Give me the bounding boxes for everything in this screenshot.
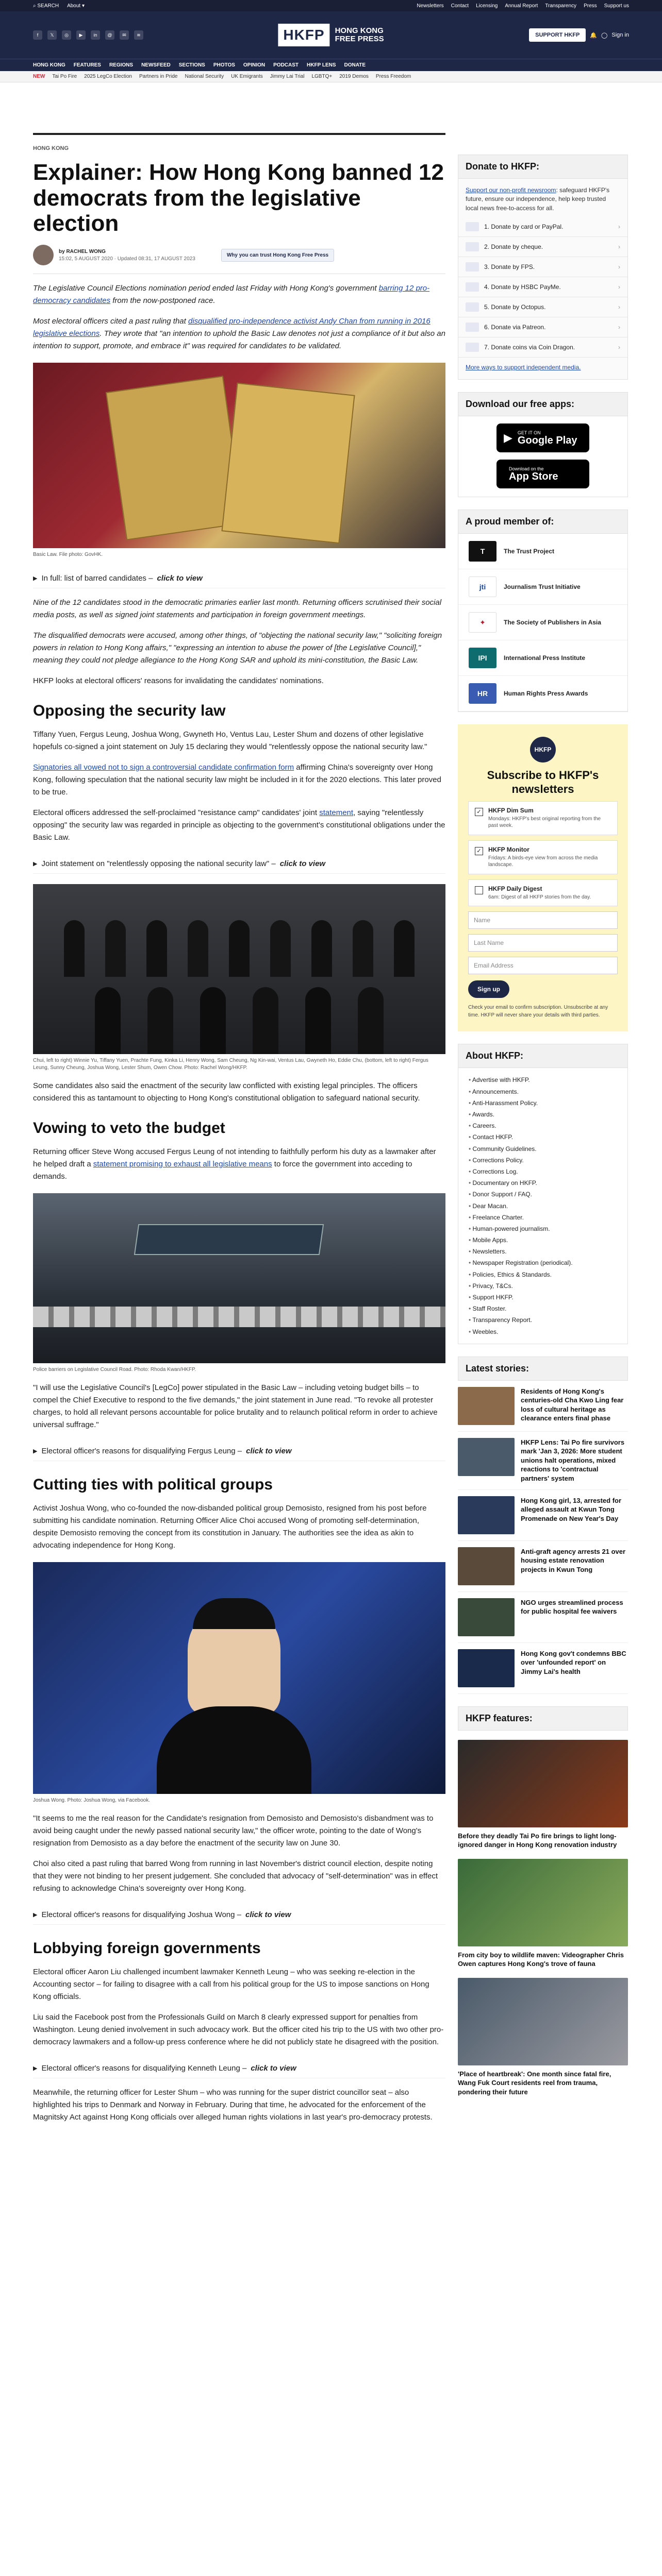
about-link[interactable]: • Dear Macan. [469, 1200, 617, 1212]
chevron-right-icon: › [618, 223, 620, 231]
paragraph: Activist Joshua Wong, who co-founded the now-disbanded political group Demosisto, resigned from his post before submitting his candidate nomination. Returning Officer Alice Choi accused Wong of promoting self-determination, despite Demosisto removing the concept from its constitution in January. The authorities see the idea as akin to advocating independence for Hong Kong. [33, 1504, 427, 1550]
option-desc: Fridays: A birds-eye view from across the media landscape. [488, 855, 598, 868]
trending-link[interactable]: LGBTQ+ [311, 74, 333, 79]
cheque-icon [466, 242, 479, 251]
top-utility-bar [0, 0, 662, 11]
photo-caption: Basic Law. File photo: GovHK. [33, 552, 103, 558]
logo-sub [335, 27, 384, 44]
trending-link[interactable]: National Security [185, 74, 224, 79]
paragraph [33, 761, 445, 799]
latest-box [458, 1357, 628, 1694]
newsletter-option-digest[interactable] [468, 879, 618, 907]
sign-in-link[interactable] [590, 32, 629, 39]
intro-paragraph [33, 282, 445, 307]
logo-sub-line-1: HONG KONG [335, 26, 384, 35]
text: : safeguard HKFP's future, ensure our independence, help keep trusted local news free-to-access for all. [466, 187, 610, 212]
option-desc: 6am: Digest of all HKFP stories from the day. [488, 894, 591, 900]
x-icon[interactable]: 𝕏 [47, 30, 57, 40]
about-link[interactable]: • Mobile Apps. [469, 1234, 617, 1246]
about-title: About HKFP: [458, 1044, 627, 1068]
topbar-link-annual-report[interactable]: Annual Report [505, 3, 538, 9]
nav-item-lens[interactable]: HKFP LENS [307, 62, 336, 68]
member-name: The Trust Project [504, 548, 555, 555]
paragraph: HKFP looks at electoral officers' reasons for invalidating the candidates' nominations. [33, 676, 324, 686]
patreon-icon [466, 323, 479, 332]
nav-item-photos[interactable]: PHOTOS [213, 62, 235, 68]
trust-link[interactable]: Why you can trust Hong Kong Free Press [221, 249, 334, 262]
expander-label: Electoral officer's reasons for disqualifying Kenneth Leung – [41, 2064, 247, 2073]
barred-candidates-link[interactable]: barring 12 pro-democracy candidates [33, 284, 430, 306]
feature-image [458, 1859, 628, 1946]
about-link[interactable]: • Announcements. [469, 1086, 617, 1097]
trending-link[interactable]: UK Emigrants [231, 74, 263, 79]
paragraph [33, 1146, 445, 1183]
expander-label: In full: list of barred candidates – [41, 574, 153, 583]
latest-title: Latest stories: [458, 1357, 628, 1381]
candidates-group-photo [33, 884, 445, 1054]
chevron-right-icon: › [618, 283, 620, 291]
features-box [458, 1706, 628, 2097]
expander-label: Joint statement on "relentlessly opposing the national security law" – [41, 859, 276, 869]
nav-item-regions[interactable]: REGIONS [109, 62, 134, 68]
topbar-link-support[interactable]: Support us [604, 3, 629, 9]
nav-item-podcast[interactable]: PODCAST [273, 62, 299, 68]
about-link[interactable]: • Transparency Report. [469, 1314, 617, 1326]
trending-link[interactable]: 2019 Demos [339, 74, 369, 79]
latest-story[interactable] [458, 1381, 628, 1432]
checkbox[interactable] [475, 886, 483, 894]
support-newsroom-link[interactable]: Support our non-profit newsroom [466, 187, 556, 194]
about-link[interactable]: • Donor Support / FAQ. [469, 1189, 617, 1200]
donate-label: 2. Donate by cheque. [484, 243, 543, 251]
story-title: Hong Kong gov't condemns BBC over 'unfounded report' on Jimmy Lai's health [521, 1649, 626, 1675]
latest-story[interactable] [458, 1541, 628, 1592]
chevron-right-icon: › [618, 303, 620, 311]
photo-caption: Chui, left to right) Winnie Yu, Tiffany Yuen, Prachte Fung, Kinka Li, Henry Wong, Sam Cheung, Ng Kin-wai, Ventus Lau, Gwyneth Ho, Eddie Chu, (bottom, left to right) Fergus Leung, Sunny Cheung, Joshua Wong, Lester Shum, Owen Chow. Photo: Rachel Wong/HKFP. [33, 1058, 428, 1071]
topbar-link-contact[interactable]: Contact [451, 3, 469, 9]
text: Most electoral officers cited a past ruling that [33, 317, 188, 326]
donate-box [458, 155, 628, 380]
triangle-right-icon: ▶ [33, 861, 38, 868]
click-to-view: click to view [157, 574, 203, 583]
trust-project-logo: T [469, 541, 496, 562]
paragraph [33, 807, 445, 844]
latest-story[interactable] [458, 1592, 628, 1643]
triangle-right-icon: ▶ [33, 1912, 38, 1919]
about-link[interactable]: • Contact HKFP. [469, 1131, 617, 1143]
story-thumbnail [458, 1496, 515, 1534]
about-link[interactable]: • Privacy, T&Cs. [469, 1280, 617, 1292]
story-title: Residents of Hong Kong's centuries-old Cha Kwo Ling fear loss of cultural heritage as clearance enters final phase [521, 1387, 624, 1422]
text: to force the government into acceding to demands. [33, 1160, 412, 1181]
kenneth-leung-expander[interactable] [33, 2059, 445, 2078]
donate-option[interactable] [458, 297, 627, 317]
donate-label: 7. Donate coins via Coin Dragon. [484, 344, 575, 351]
email-field[interactable]: Email Address [468, 957, 618, 974]
hkfp-badge: HKFP [530, 737, 556, 762]
joshua-wong-expander[interactable] [33, 1905, 445, 1925]
about-link[interactable]: • Policies, Ethics & Standards. [469, 1269, 617, 1280]
new-badge: NEW [33, 74, 45, 79]
about-link[interactable]: • Community Guidelines. [469, 1143, 617, 1155]
about-link[interactable]: • Awards. [469, 1109, 617, 1120]
feature-story[interactable] [458, 1978, 628, 2097]
story-title: Hong Kong girl, 13, arrested for alleged assault at Kwun Tong Promenade on New Year's Day [521, 1496, 622, 1522]
option-title: HKFP Dim Sum [488, 806, 534, 814]
facebook-icon[interactable]: f [33, 30, 42, 40]
bell-icon[interactable]: 🔔 [590, 32, 598, 39]
latest-story[interactable] [458, 1490, 628, 1541]
checkbox[interactable]: ✓ [475, 808, 483, 816]
latest-story[interactable] [458, 1643, 628, 1694]
feature-title: 'Place of heartbreak': One month since fatal fire, Wang Fuk Court residents reel from trauma, pondering their future [458, 2070, 611, 2096]
expander-label: Electoral officer's reasons for disqualifying Joshua Wong – [41, 1910, 241, 1920]
click-to-view: click to view [246, 1447, 292, 1456]
chevron-right-icon: › [618, 344, 620, 351]
about-link[interactable]: • Newspaper Registration (periodical). [469, 1257, 617, 1268]
main-nav [0, 59, 662, 71]
member-name: Human Rights Press Awards [504, 690, 588, 698]
about-link[interactable]: • Newsletters. [469, 1246, 617, 1257]
author-name[interactable]: by RACHEL WONG [59, 248, 106, 255]
youtube-icon[interactable]: ▶ [76, 30, 86, 40]
last-name-field[interactable]: Last Name [468, 934, 618, 952]
paragraph: Tiffany Yuen, Fergus Leung, Joshua Wong, Gwyneth Ho, Ventus Lau, Lester Shum and dozens of other legislative hopefuls co-signed a joint statement on July 15 declaring they would "relentlessly oppose the national security law." [33, 730, 427, 752]
newsletter-box [458, 724, 628, 1031]
feature-title: From city boy to wildlife maven: Videographer Chris Owen captures Hong Kong's trove of fauna [458, 1951, 624, 1968]
mail-icon[interactable]: ✉ [120, 30, 129, 40]
app-small: GET IT ON [517, 430, 541, 436]
exhaust-legislative-means-link[interactable]: statement promising to exhaust all legislative means [93, 1160, 272, 1169]
click-to-view: click to view [245, 1910, 291, 1920]
name-field[interactable]: Name [468, 911, 618, 929]
member-item[interactable] [458, 640, 627, 676]
story-title: Anti-graft agency arrests 21 over housing estate renovation projects in Kwun Tong [521, 1547, 626, 1573]
paragraph: "I will use the Legislative Council's [LegCo] power stipulated in the Basic Law – including vetoing budget bills – to compel the Chief Executive to respond to the five demands," the joint statement in June read. "To revoke all protester charges, to hold all relevant persons accountable for police brutality and to relaunch political reform in order to achieve universal suffrage." [33, 1383, 438, 1430]
paragraph: Liu said the Facebook post from the Professionals Guild on March 8 clearly expressed support for penalties from Washington. Leung denied involvement in such advocacy work. But the officer cited his trip to the US with two other pro-democracy lawmakers and a follow-up press conference where he did not publicly state he disagreed with the position. [33, 2013, 444, 2047]
feature-image [458, 1978, 628, 2065]
user-icon: ◯ [601, 32, 608, 39]
article-title: Explainer: How Hong Kong banned 12 democrats from the legislative election [33, 160, 444, 236]
andy-chan-link[interactable]: disqualified pro-independence activist Andy Chan from running in 2016 legislative elections [33, 317, 431, 338]
about-link[interactable]: • Freelance Charter. [469, 1212, 617, 1223]
feature-story[interactable] [458, 1859, 628, 1969]
card-icon [466, 222, 479, 231]
option-desc: Mondays: HKFP's best original reporting from the past week. [488, 816, 601, 829]
search-link[interactable]: ⌕ SEARCH [33, 3, 59, 9]
nav-item-hong-kong[interactable]: HONG KONG [33, 62, 65, 68]
app-big: Google Play [517, 435, 577, 447]
about-link[interactable]: • Anti-Harassment Policy. [469, 1097, 617, 1109]
donate-title: Donate to HKFP: [458, 155, 627, 179]
apps-title: Download our free apps: [458, 393, 627, 416]
donate-option[interactable] [458, 337, 627, 358]
statement-link[interactable]: statement [319, 808, 354, 818]
about-link[interactable]: • Corrections Log. [469, 1166, 617, 1177]
triangle-right-icon: ▶ [33, 2065, 38, 2072]
features-list [458, 1740, 628, 2097]
article-kicker[interactable]: HONG KONG [33, 133, 445, 151]
donate-label: 1. Donate by card or PayPal. [484, 223, 564, 231]
text: affirming China's sovereignty over Hong Kong, following speculation that the national security law might be included in it for the 2020 elections. This later proved to be true. [33, 763, 441, 797]
nav-item-sections[interactable]: SECTIONS [178, 62, 205, 68]
chevron-right-icon: › [618, 243, 620, 251]
expander-label: Electoral officer's reasons for disqualifying Fergus Leung – [41, 1447, 242, 1456]
joint-statement-expander[interactable] [33, 854, 445, 874]
paragraph: Meanwhile, the returning officer for Lester Shum – who was running for the super district councillor seat – also highlighted his trips to Denmark and Norway in February. During that time, he advocated for the enforcement of the Magnitsky Act against Hong Kong officials over alleged human rights violations in last year's pro-democracy protests. [33, 2088, 433, 2122]
topbar-link-newsletters[interactable]: Newsletters [417, 3, 444, 9]
linkedin-icon[interactable]: in [91, 30, 100, 40]
member-item[interactable] [458, 676, 627, 711]
topbar-link-press[interactable]: Press [584, 3, 597, 9]
fps-icon [466, 262, 479, 272]
legco-road-photo [33, 1193, 445, 1363]
text: from the now-postponed race. [110, 296, 216, 306]
feature-story[interactable] [458, 1740, 628, 1850]
instagram-icon[interactable]: ◎ [62, 30, 71, 40]
trending-link[interactable]: Partners in Pride [139, 74, 178, 79]
story-thumbnail [458, 1438, 515, 1476]
story-title: HKFP Lens: Tai Po fire survivors mark 'Jan 3, 2026: More student unions halt operations, mixed reactions to 'contractual partners' system [521, 1438, 625, 1482]
donate-label: 3. Donate by FPS. [484, 263, 535, 271]
threads-icon[interactable]: @ [105, 30, 114, 40]
play-store-icon: ▶ [504, 431, 512, 445]
donate-option[interactable] [458, 277, 627, 297]
chevron-right-icon: › [618, 324, 620, 331]
confirmation-form-link[interactable]: Signatories all vowed not to sign a controversial candidate confirmation form [33, 763, 294, 772]
about-list [458, 1068, 627, 1343]
app-small: Download on the [509, 466, 544, 472]
sopa-logo: ✦ [469, 612, 496, 633]
byline [33, 245, 445, 274]
about-link[interactable]: • Careers. [469, 1120, 617, 1131]
trending-link[interactable]: Jimmy Lai Trial [270, 74, 305, 79]
paragraph: Electoral officer Aaron Liu challenged incumbent lawmaker Kenneth Leung – who was seeking re-election in the Accounting sector – for failing to disagree with a call from his political group for the US to impose sanctions on Hong Kong officials. [33, 1968, 429, 2002]
text: Returning officer Steve Wong accused Fergus Leung of not intending to faithfully perform his duty as a lawmaker after he helped draft a [33, 1147, 436, 1169]
feature-image [458, 1740, 628, 1827]
support-hkfp-button[interactable]: SUPPORT HKFP [529, 28, 586, 42]
ipi-logo: IPI [469, 648, 496, 668]
member-name: Journalism Trust Initiative [504, 583, 581, 591]
fergus-leung-expander[interactable] [33, 1442, 445, 1461]
about-link[interactable]: • Staff Roster. [469, 1303, 617, 1314]
about-link[interactable]: • Corrections Policy. [469, 1155, 617, 1166]
checkbox[interactable]: ✓ [475, 847, 483, 855]
newsletter-title: Subscribe to HKFP's newsletters [487, 769, 599, 795]
site-header [0, 11, 662, 59]
triangle-right-icon: ▶ [33, 1448, 38, 1455]
more-ways-link[interactable]: More ways to support independent media. [466, 364, 581, 371]
section-heading: Vowing to veto the budget [33, 1120, 225, 1137]
donate-option[interactable] [458, 237, 627, 257]
nav-item-features[interactable]: FEATURES [73, 62, 101, 68]
paragraph: Choi also cited a past ruling that barred Wong from running in last November's district council election, despite noting that they were not binding to her present judgement. She concluded that advocacy of "self-determination" was in effect refusing to acknowledge China's sovereignty over Hong Kong. [33, 1859, 438, 1893]
article [33, 103, 445, 2124]
joshua-wong-photo [33, 1562, 445, 1794]
about-link[interactable]: • Documentary on HKFP. [469, 1177, 617, 1189]
member-item[interactable] [458, 569, 627, 605]
photo-caption: Joshua Wong. Photo: Joshua Wong, via Facebook. [33, 1798, 150, 1804]
sign-up-button[interactable]: Sign up [468, 980, 509, 998]
search-label: SEARCH [37, 3, 59, 9]
donate-option[interactable] [458, 217, 627, 237]
apps-box [458, 392, 628, 497]
coin-icon [466, 343, 479, 352]
about-link[interactable]: • Weebles. [469, 1326, 617, 1337]
member-item[interactable] [458, 534, 627, 569]
barred-list-expander[interactable] [33, 569, 445, 588]
paragraph: "It seems to me the real reason for the Candidate's resignation from Demosisto and Demosisto's disbandment was to avoid being caught under the newly passed national security law," the officer wrote, pointing to the date of Wong's resignation from Demosisto as a day before the enactment of the security law on June 30. [33, 1814, 434, 1848]
paragraph: Nine of the 12 candidates stood in the democratic primaries earlier last month. Returning officers scrutinised their social media posts, as well as signed joint statements and participation in foreign government meetings. [33, 598, 442, 620]
donate-intro [458, 179, 627, 217]
text: , saying "relentlessly opposing" the security law was regarded in principle as objecting to the government's constitutional obligations under the Basic Law. [33, 808, 445, 842]
app-store-button[interactable] [496, 460, 589, 488]
donate-label: 6. Donate via Patreon. [484, 324, 546, 331]
about-link[interactable]: • Support HKFP. [469, 1292, 617, 1303]
member-name: The Society of Publishers in Asia [504, 619, 601, 626]
option-title: HKFP Monitor [488, 845, 529, 853]
sidebar [458, 103, 628, 2096]
section-heading: Lobbying foreign governments [33, 1940, 261, 1957]
member-name: International Press Institute [504, 654, 586, 662]
trending-link[interactable]: Tai Po Fire [52, 74, 77, 79]
logo-mark: HKFP [278, 24, 329, 46]
latest-list [458, 1381, 628, 1694]
option-title: HKFP Daily Digest [488, 885, 542, 892]
trending-link[interactable]: 2025 LegCo Election [84, 74, 132, 79]
about-link[interactable]: • Advertise with HKFP. [469, 1074, 617, 1086]
newsletter-option-dim-sum[interactable] [468, 801, 618, 835]
story-thumbnail [458, 1387, 515, 1425]
latest-story[interactable] [458, 1432, 628, 1490]
about-menu[interactable]: About ▾ [67, 3, 85, 9]
donate-label: 5. Donate by Octopus. [484, 303, 546, 311]
donate-option[interactable] [458, 257, 627, 277]
story-thumbnail [458, 1598, 515, 1636]
paragraph: The disqualified democrats were accused, among other things, of "objecting the national security law," "soliciting foreign powers in relation to Hong Kong affairs," "expressing an intention to abuse the power of [the Legislative Council]," meaning they could not pledge allegiance to the Hong Kong SAR and uphold its mini-constitution, the Basic Law. [33, 631, 442, 665]
logo-sub-line-2: FREE PRESS [335, 35, 384, 43]
payme-icon [466, 282, 479, 292]
click-to-view: click to view [251, 2064, 296, 2073]
google-play-button[interactable] [496, 423, 589, 452]
member-title: A proud member of: [458, 510, 627, 534]
triangle-right-icon: ▶ [33, 575, 38, 582]
text: Electoral officers addressed the self-proclaimed "resistance camp" candidates' joint [33, 808, 320, 818]
donate-option[interactable] [458, 317, 627, 337]
text: . They wrote that "an intention to uphold the Basic Law denotes not just a compliance of it but also an intention to support, promote, and embrace it" was required for candidates to be validated. [33, 329, 445, 351]
text: The Legislative Council Elections nomination period ended last Friday with Hong Kong's government [33, 284, 379, 293]
story-title: NGO urges streamlined process for public hospital fee waivers [521, 1598, 623, 1616]
member-item[interactable] [458, 605, 627, 640]
section-heading: Cutting ties with political groups [33, 1476, 273, 1494]
basic-law-photo [33, 363, 445, 548]
author-name-text: RACHEL WONG [66, 248, 106, 255]
topbar-link-licensing[interactable]: Licensing [476, 3, 498, 9]
photo-caption: Police barriers on Legislative Council Road. Photo: Rhoda Kwan/HKFP. [33, 1367, 196, 1373]
sign-in-label: Sign in [611, 32, 629, 38]
social-links [33, 30, 143, 40]
chevron-right-icon: › [618, 263, 620, 271]
newsletter-option-monitor[interactable] [468, 840, 618, 874]
trending-link[interactable]: Press Freedom [375, 74, 411, 79]
nav-item-donate[interactable]: DONATE [344, 62, 366, 68]
nav-item-opinion[interactable]: OPINION [243, 62, 266, 68]
story-thumbnail [458, 1649, 515, 1687]
paragraph: Some candidates also said the enactment of the security law conflicted with existing legal principles. The officers considered this as tantamount to objecting to Hong Kong's constitutional obligation to safeguard national security. [33, 1081, 420, 1103]
rss-icon[interactable]: ≋ [134, 30, 143, 40]
about-label: About [67, 3, 81, 9]
jti-logo: jti [469, 577, 496, 597]
feature-title: Before they deadly Tai Po fire brings to light long-ignored danger in Hong Kong renovation industry [458, 1832, 617, 1849]
app-big: App Store [509, 471, 558, 483]
topbar-link-transparency[interactable]: Transparency [545, 3, 577, 9]
author-avatar [33, 245, 54, 265]
paragraph [33, 315, 445, 352]
about-link[interactable]: • Human-powered journalism. [469, 1223, 617, 1234]
click-to-view: click to view [279, 859, 326, 869]
story-thumbnail [458, 1547, 515, 1585]
donate-label: 4. Donate by HSBC PayMe. [484, 283, 561, 291]
member-box [458, 510, 628, 712]
section-heading: Opposing the security law [33, 702, 226, 720]
about-box [458, 1044, 628, 1344]
site-logo[interactable] [278, 24, 384, 46]
nav-item-newsfeed[interactable]: NEWSFEED [141, 62, 171, 68]
octopus-icon [466, 302, 479, 312]
trending-nav [0, 71, 662, 82]
article-dates: 15:02, 5 AUGUST 2020 · Updated 08:31, 17 AUGUST 2023 [59, 256, 195, 262]
hrpa-logo: HR [469, 683, 496, 704]
newsletter-note: Check your email to confirm subscription. Unsubscribe at any time. HKFP will never share your details with third parties. [468, 1005, 608, 1018]
features-title: HKFP features: [458, 1706, 628, 1731]
